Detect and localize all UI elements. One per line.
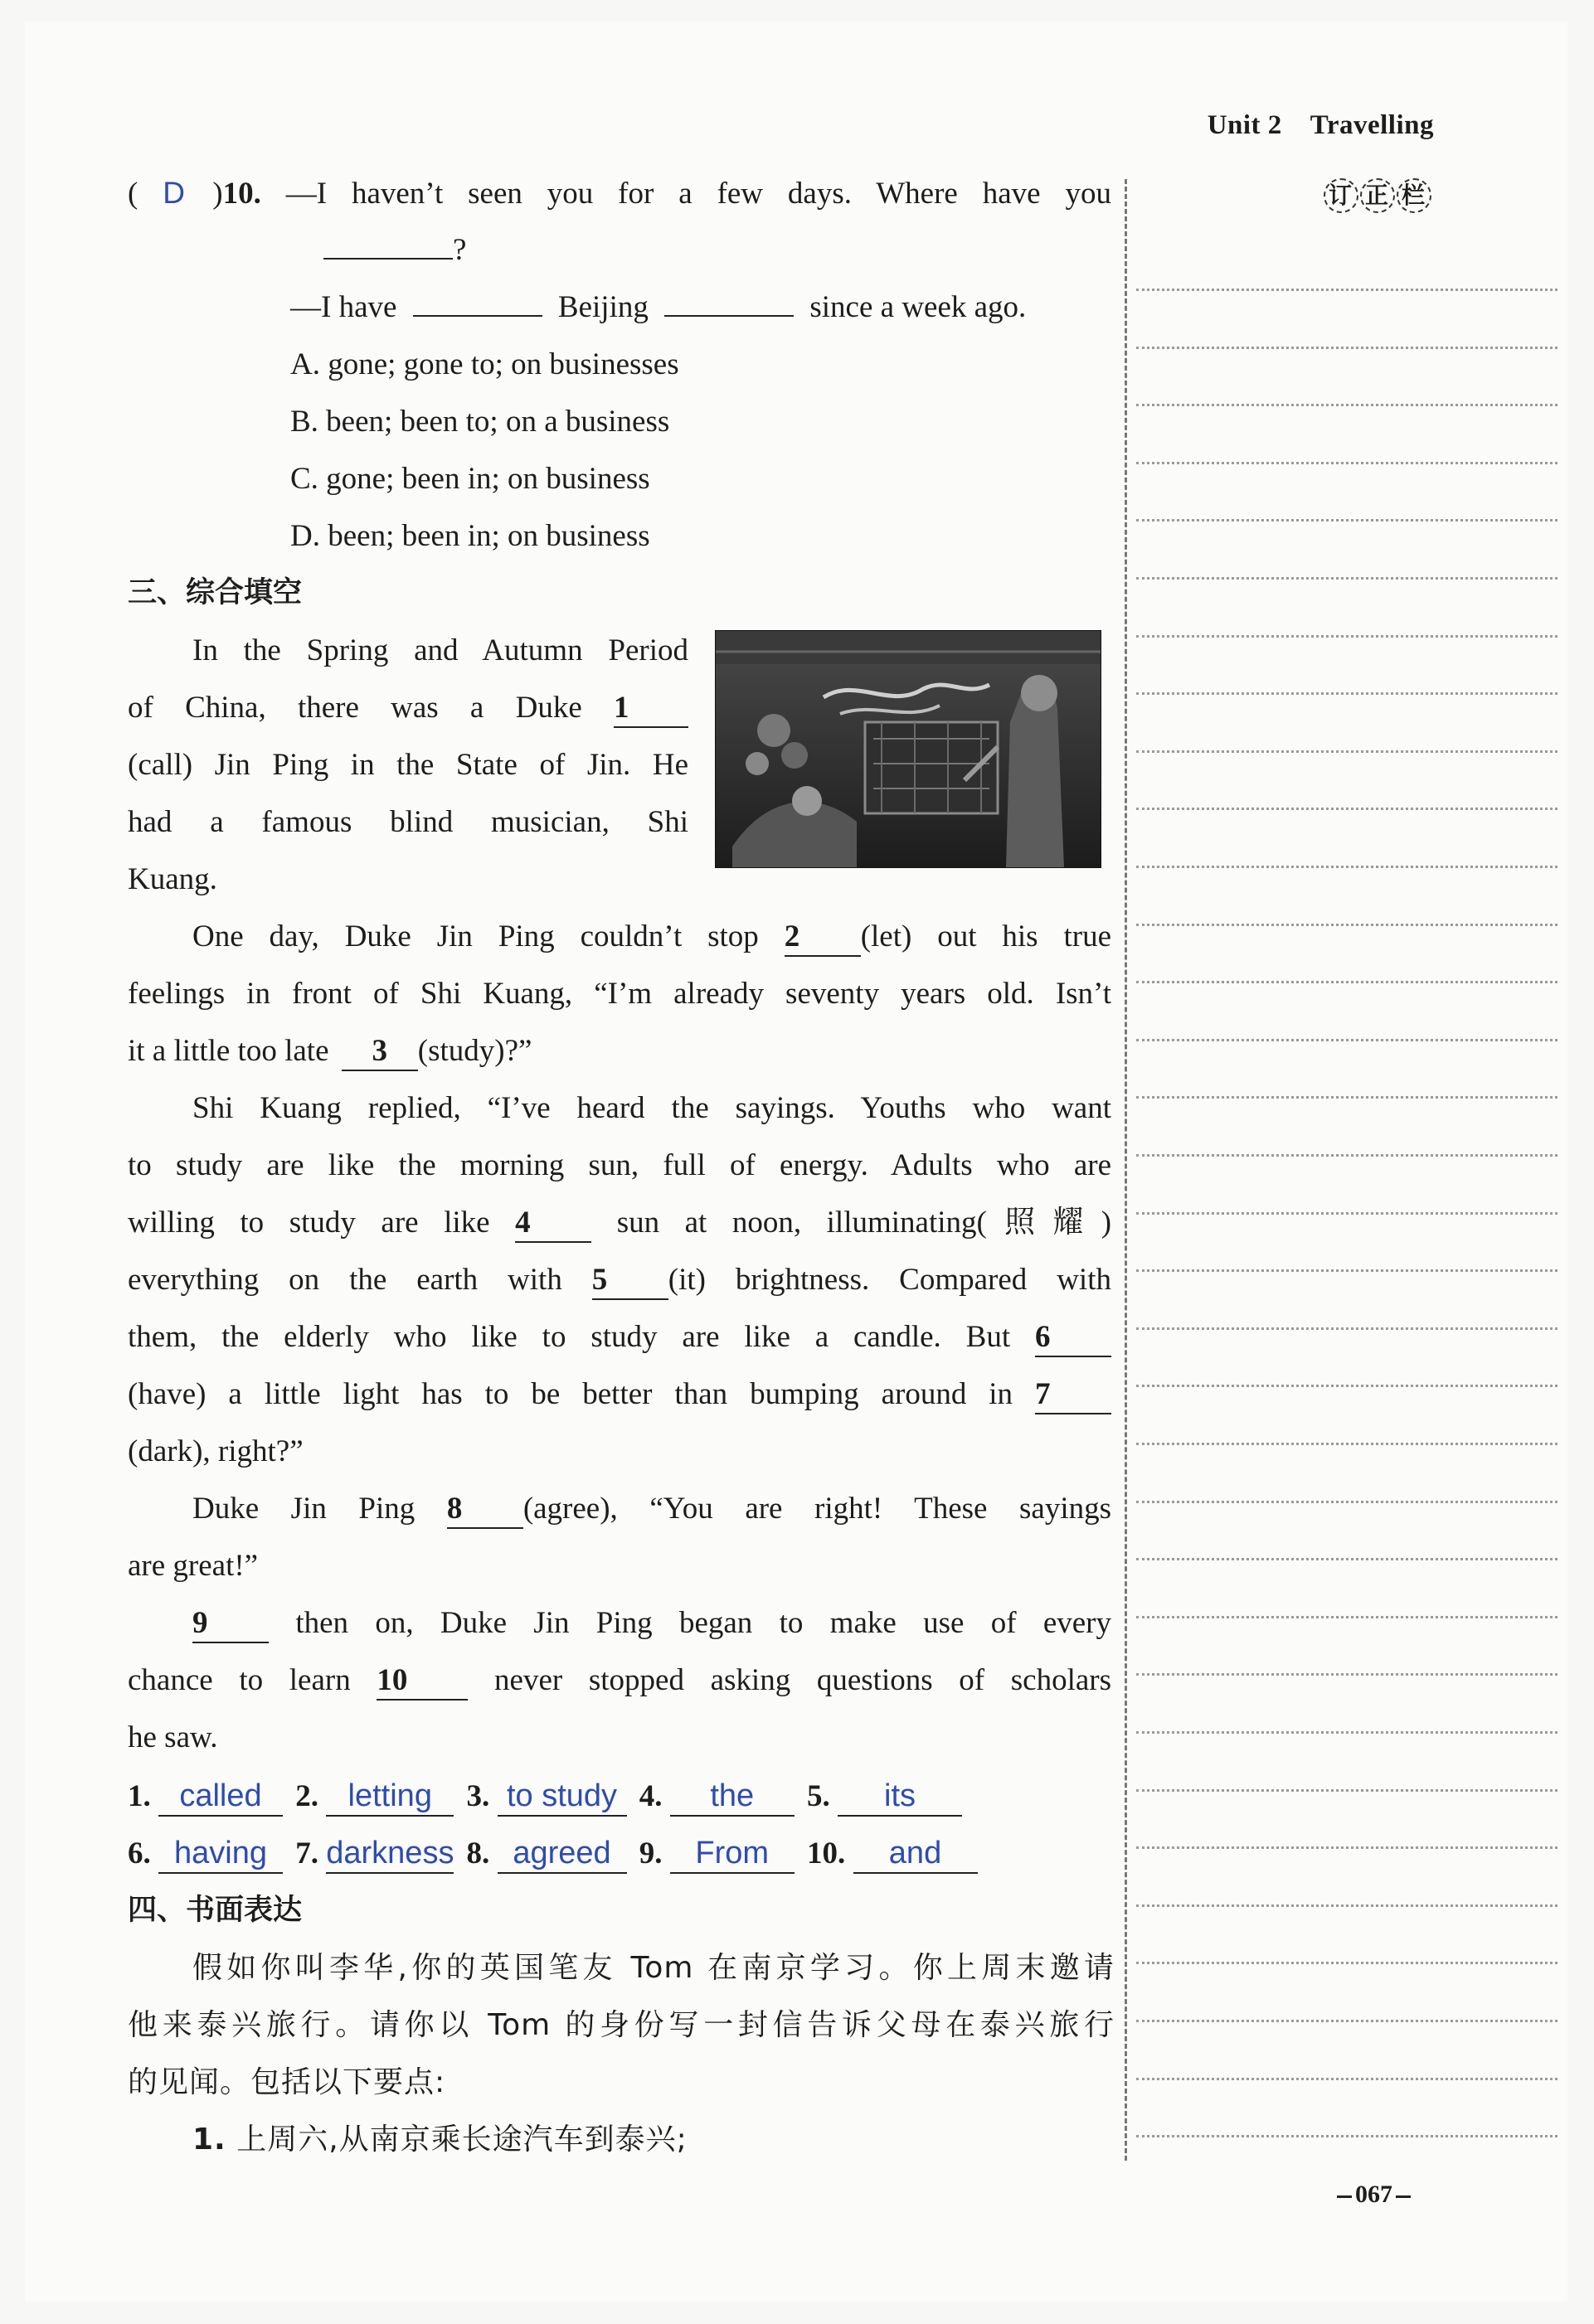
passage-p3-line-3: willing to study are like 4 sun at noon, illuminating(照耀) bbox=[128, 1194, 1111, 1251]
question-10 bbox=[128, 164, 1111, 622]
correction-line bbox=[1136, 1558, 1558, 1560]
correction-line bbox=[1136, 981, 1558, 983]
correction-column-title bbox=[1324, 177, 1433, 213]
correction-line bbox=[1136, 462, 1558, 464]
passage-p2-line-2: feelings in front of Shi Kuang, “I’m already seventy years old. Isn’t bbox=[128, 977, 1111, 1011]
unit-title: Travelling bbox=[1310, 110, 1434, 140]
column-divider bbox=[1125, 179, 1127, 2161]
passage-p2-line-1: One day, Duke Jin Ping couldn’t stop 2 (let) out his true bbox=[128, 908, 1111, 965]
sidebar-char: 订 bbox=[1324, 178, 1358, 213]
passage-p1-line-2: of China, there was a Duke 1 bbox=[128, 679, 688, 736]
answer-value: From bbox=[670, 1834, 795, 1874]
correction-line bbox=[1136, 2020, 1558, 2022]
answer-value: and bbox=[853, 1834, 978, 1874]
answer-item: 10. and bbox=[807, 1825, 978, 1882]
answer-value: letting bbox=[326, 1777, 454, 1817]
answer-value: darkness bbox=[326, 1834, 454, 1874]
correction-line bbox=[1136, 347, 1558, 349]
q10-stem-1: —I haven’t seen you for a few days. Where have you bbox=[285, 177, 1111, 211]
q10-number: 10. bbox=[222, 177, 261, 211]
answer-grid bbox=[128, 1768, 1115, 2168]
answer-item: 3. to study bbox=[467, 1768, 627, 1825]
passage-p3-line-4: everything on the earth with 5 (it) brightness. Compared with bbox=[128, 1251, 1111, 1308]
answer-item: 9. From bbox=[639, 1825, 795, 1882]
section-4-title: 四、书面表达 bbox=[128, 1894, 303, 1927]
q10-option-b: B. been; been to; on a business bbox=[290, 405, 670, 439]
passage-p2-line-3: it a little too late 3 (study)?” bbox=[128, 1022, 1111, 1080]
passage-p4-line-1: Duke Jin Ping 8 (agree), “You are right! These sayings bbox=[128, 1480, 1111, 1537]
correction-line bbox=[1136, 1904, 1558, 1907]
correction-line bbox=[1136, 1789, 1558, 1792]
correction-line bbox=[1136, 1154, 1558, 1157]
passage-p3-line-2: to study are like the morning sun, full of energy. Adults who are bbox=[128, 1148, 1111, 1182]
section-3-title: 三、综合填空 bbox=[128, 576, 303, 609]
answer-row-2 bbox=[128, 1825, 1115, 1882]
correction-line bbox=[1136, 692, 1558, 695]
passage-p3-line-5: them, the elderly who like to study are like a candle. But 6 bbox=[128, 1308, 1111, 1366]
passage-blank-8: 8 bbox=[447, 1491, 523, 1529]
correction-line bbox=[1136, 1385, 1558, 1387]
correction-line bbox=[1136, 519, 1558, 522]
passage-blank-2: 2 bbox=[785, 919, 861, 957]
correction-line bbox=[1136, 924, 1558, 926]
correction-line bbox=[1136, 1039, 1558, 1041]
correction-line bbox=[1136, 1846, 1558, 1849]
answer-row-1 bbox=[128, 1768, 1115, 1825]
passage-p4-line-2: are great!” bbox=[128, 1549, 259, 1583]
answer-item: 5. its bbox=[807, 1768, 962, 1825]
correction-line bbox=[1136, 1096, 1558, 1099]
passage-blank-5: 5 bbox=[592, 1262, 668, 1300]
correction-line bbox=[1136, 866, 1558, 868]
unit-label: Unit 2 bbox=[1207, 110, 1282, 140]
correction-line bbox=[1136, 1501, 1558, 1503]
q10-blank-3 bbox=[664, 315, 794, 317]
correction-line bbox=[1136, 404, 1558, 406]
passage-p1-line-5: Kuang. bbox=[128, 862, 217, 896]
passage-blank-9: 9 bbox=[192, 1605, 269, 1643]
correction-line bbox=[1136, 1616, 1558, 1618]
passage-p5-line-3: he saw. bbox=[128, 1720, 218, 1754]
q10-option-a: A. gone; gone to; on businesses bbox=[290, 347, 679, 381]
correction-line bbox=[1136, 1327, 1558, 1330]
correction-line bbox=[1136, 1962, 1558, 1964]
passage-p3-line-6: (have) a little light has to be better than bumping around in 7 bbox=[128, 1366, 1111, 1423]
passage-p5-line-2: chance to learn 10 never stopped asking questions of scholars bbox=[128, 1652, 1111, 1709]
page-number: 067 bbox=[1334, 2181, 1414, 2209]
answer-item: 2. letting bbox=[295, 1768, 454, 1825]
answer-item: 6. having bbox=[128, 1825, 283, 1882]
writing-point-1: 1. 上周六,从南京乘长途汽车到泰兴; bbox=[192, 2123, 688, 2157]
passage-p5-line-1: 9 then on, Duke Jin Ping began to make use of every bbox=[128, 1594, 1111, 1652]
answer-item: 4. the bbox=[639, 1768, 795, 1825]
writing-prompt-line-1: 假如你叫李华,你的英国笔友 Tom 在南京学习。你上周末邀请 bbox=[192, 1951, 1115, 1985]
correction-line bbox=[1136, 750, 1558, 753]
correction-line bbox=[1136, 1212, 1558, 1215]
correction-line bbox=[1136, 1673, 1558, 1676]
passage-blank-6: 6 bbox=[1035, 1319, 1111, 1357]
answer-value: to study bbox=[498, 1777, 627, 1817]
passage-p3-line-7: (dark), right?” bbox=[128, 1434, 304, 1468]
correction-line bbox=[1136, 289, 1558, 291]
passage-blank-3: 3 bbox=[342, 1033, 418, 1071]
q10-line-3: —I have Beijing since a week ago. bbox=[290, 290, 1027, 324]
q10-answer: D bbox=[163, 176, 185, 210]
correction-line bbox=[1136, 1443, 1558, 1445]
correction-line bbox=[1136, 2078, 1558, 2080]
passage-p1-line-1: In the Spring and Autumn Period bbox=[192, 633, 688, 667]
page-header bbox=[1208, 110, 1434, 141]
passage-p1-line-4: had a famous blind musician, Shi bbox=[128, 805, 688, 839]
answer-item: 8. agreed bbox=[467, 1825, 627, 1882]
correction-line bbox=[1136, 1269, 1558, 1272]
passage bbox=[128, 622, 1111, 1766]
q10-option-d: D. been; been in; on business bbox=[290, 519, 650, 553]
passage-blank-1: 1 bbox=[614, 690, 688, 728]
passage-p1-line-3: (call) Jin Ping in the State of Jin. He bbox=[128, 748, 688, 782]
writing-prompt-line-3: 的见闻。包括以下要点: bbox=[128, 2065, 446, 2099]
answer-value: its bbox=[838, 1777, 962, 1817]
answer-item: 1. called bbox=[128, 1768, 283, 1825]
q10-blank-1 bbox=[323, 258, 453, 260]
passage-p3-line-1: Shi Kuang replied, “I’ve heard the sayings. Youths who want bbox=[192, 1091, 1111, 1125]
correction-line bbox=[1136, 577, 1558, 580]
q10-option-c: C. gone; been in; on business bbox=[290, 462, 650, 496]
answer-item: 7. darkness bbox=[295, 1825, 454, 1882]
answer-value: the bbox=[670, 1777, 795, 1817]
correction-line bbox=[1136, 808, 1558, 810]
correction-line bbox=[1136, 2135, 1558, 2137]
passage-blank-7: 7 bbox=[1035, 1376, 1111, 1414]
correction-line bbox=[1136, 1731, 1558, 1734]
writing-prompt-line-2: 他来泰兴旅行。请你以 Tom 的身份写一封信告诉父母在泰兴旅行 bbox=[128, 2008, 1115, 2042]
q10-blank-2 bbox=[413, 315, 542, 317]
answer-value: agreed bbox=[498, 1834, 627, 1874]
answer-value: having bbox=[158, 1834, 283, 1874]
passage-blank-10: 10 bbox=[377, 1662, 468, 1701]
answer-value: called bbox=[158, 1777, 283, 1817]
sidebar-char: 正 bbox=[1360, 178, 1395, 213]
q10-line-2: ? bbox=[128, 221, 1111, 279]
correction-line bbox=[1136, 635, 1558, 638]
passage-blank-4: 4 bbox=[515, 1205, 591, 1243]
q10-line-1: ( D )10. —I haven’t seen you for a few days. Where have you bbox=[128, 164, 1111, 221]
sidebar-char: 栏 bbox=[1397, 178, 1431, 213]
